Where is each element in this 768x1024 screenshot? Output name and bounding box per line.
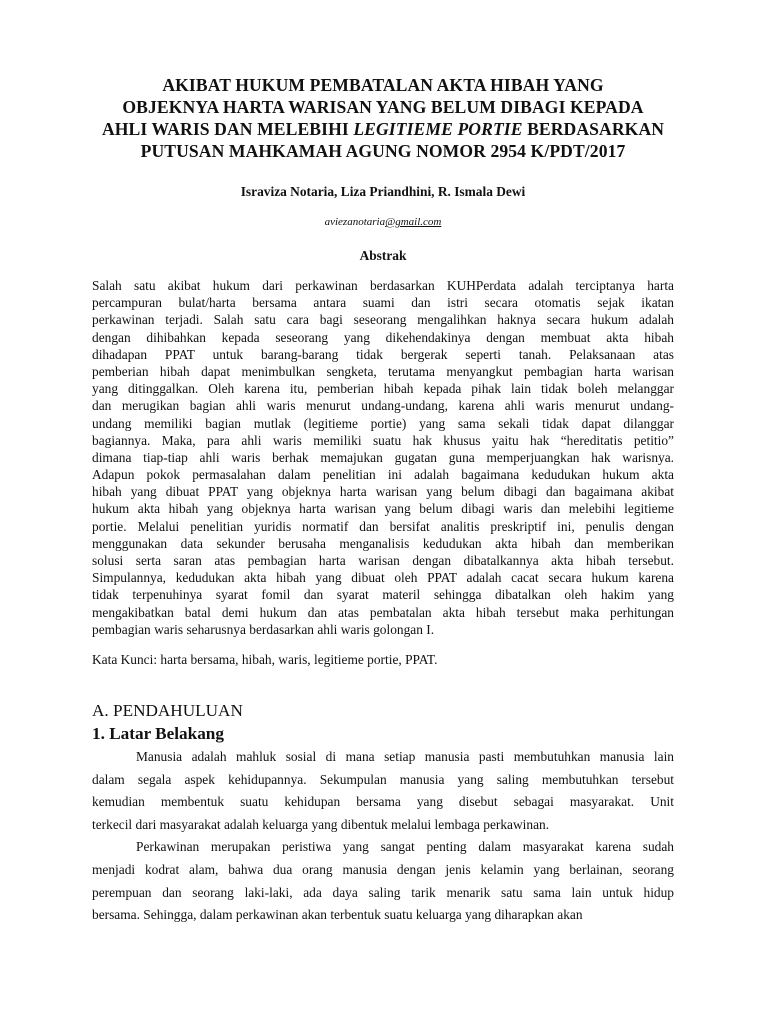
text-line: perempuan dan seorang laki-laki, ada daya saling tarik menarik satu sama lain untuk hidup bbox=[92, 884, 674, 900]
text-line: undang memiliki bagian mutlak (legitieme portie) yang sama sekali tidak dapat dilanggar bbox=[92, 415, 674, 431]
email-user: aviezanotaria bbox=[324, 216, 386, 228]
text-line: Adapun pokok permasalahan dalam penelitian ini adalah bagaimana kedudukan hukum akta bbox=[92, 467, 674, 483]
text-line: bagiannya. Maka, para ahli waris memiliki suatu hak khusus yaitu hak “hereditatis petitio” bbox=[92, 432, 674, 448]
text-line: pemberian hibah dapat menimbulkan sengketa, terutama menyangkut pembagian harta warisan bbox=[92, 363, 674, 379]
abstract-heading: Abstrak bbox=[359, 248, 407, 263]
text-line: Perkawinan merupakan peristiwa yang sangat penting dalam masyarakat karena sudah bbox=[136, 839, 674, 855]
body-text bbox=[92, 746, 674, 927]
text-line: Salah satu akibat hukum dari perkawinan berdasarkan KUHPerdata adalah terciptanya harta bbox=[92, 278, 674, 293]
text-line: Simpulannya, kedudukan akta hibah yang dibuat oleh PPAT adalah cacat secara hukum karena bbox=[92, 570, 674, 586]
text-line: dengan dihibahkan kepada seseorang yang dikehendakinya dengan membuat akta hibah bbox=[92, 329, 674, 345]
keywords: Kata Kunci: harta bersama, hibah, waris, legitieme portie, PPAT. bbox=[92, 651, 438, 667]
text-line: dimana tiap-tiap ahli waris berhak memajukan gugatan guna memperjuangkan hak warisnya. bbox=[92, 449, 674, 465]
title-line-4: PUTUSAN MAHKAMAH AGUNG NOMOR 2954 K/PDT/2017 bbox=[140, 141, 626, 161]
text-line: yang ditinggalkan. Oleh karena itu, pemberian hibah kepada pihak lain tidak boleh melanggar bbox=[92, 381, 674, 397]
text-line: perkawinan terjadi. Salah satu cara bagi seseorang mengalihkan haknya secara hukum adalah bbox=[92, 312, 674, 328]
text-line: mengakibatkan batal demi hukum dan atas pembatalan akta hibah tersebut maka perhitungan bbox=[92, 604, 674, 620]
text-line: Manusia adalah mahluk sosial di mana setiap manusia pasti membutuhkan manusia lain bbox=[136, 748, 674, 764]
text-line: menjadi kodrat alam, bahwa dua orang manusia dengan jenis kelamin yang berlainan, seorang bbox=[92, 861, 674, 877]
text-line: solusi serta saran atas pembagian harta warisan dengan dibatalkannya akta hibah tersebut. bbox=[92, 553, 674, 568]
email-domain: @gmail.com bbox=[385, 216, 442, 228]
section-heading-pendahuluan: A. PENDAHULUAN bbox=[92, 700, 243, 720]
text-line: menggunakan data sekunder berusaha menganalisis kedudukan akta hibah dan memberikan bbox=[92, 535, 674, 551]
title-line-3-prefix: AHLI WARIS DAN MELEBIHI bbox=[101, 119, 354, 139]
paper-title bbox=[92, 74, 674, 162]
text-line: hukum akta hibah yang objeknya harta warisan yang belum dibagi waris dan melebihi legitieme bbox=[92, 501, 674, 517]
text-line: dihadapan PPAT untuk barang-barang tidak bergerak seperti tanah. Pelaksanaan atas bbox=[92, 346, 674, 362]
text-line: hibah yang dibuat PPAT yang objeknya harta warisan yang belum dibagi dan bagaimana akibat bbox=[92, 484, 674, 500]
text-line: dalam segala aspek kehidupannya. Sekumpulan manusia yang saling membutuhkan tersebut bbox=[92, 771, 674, 787]
title-line-3-italic: LEGITIEME PORTIE bbox=[353, 119, 523, 139]
author-list: Israviza Notaria, Liza Priandhini, R. Ismala Dewi bbox=[240, 184, 526, 199]
text-line: portie. Melalui penelitian yuridis normatif dan bersifat analitis preskriptif ini, penulis dengan bbox=[92, 518, 674, 534]
text-line: kemudian membentuk suatu kehidupan bersama yang disebut sebagai masyarakat. Unit bbox=[92, 794, 674, 810]
subsection-heading-latar-belakang: 1. Latar Belakang bbox=[92, 723, 224, 743]
title-line-3-suffix: BERDASARKAN bbox=[522, 119, 665, 139]
title-line-2: OBJEKNYA HARTA WARISAN YANG BELUM DIBAGI KEPADA bbox=[122, 97, 644, 117]
title-line-3 bbox=[92, 118, 674, 140]
text-line: pembagian waris seharusnya berdasarkan ahli waris golongan I. bbox=[92, 621, 435, 637]
author-email bbox=[92, 216, 674, 228]
title-line-1: AKIBAT HUKUM PEMBATALAN AKTA HIBAH YANG bbox=[162, 75, 604, 95]
text-line: bersama. Sehingga, dalam perkawinan akan terbentuk suatu keluarga yang diharapkan akan bbox=[92, 907, 583, 923]
abstract-body bbox=[92, 277, 674, 638]
text-line: tidak terpenuhinya syarat fomil dan syarat materil sehingga dibatalkan oleh hakim yang bbox=[92, 587, 674, 603]
text-line: terkecil dari masyarakat adalah keluarga yang dibentuk melalui lembaga perkawinan. bbox=[92, 816, 550, 832]
text-line: dan merugikan bagian ahli waris menurut undang-undang, karena ahli waris menurut undang- bbox=[92, 398, 674, 414]
text-line: percampuran bulat/harta bersama antara suami dan istri secara otomatis sejak ikatan bbox=[92, 295, 674, 311]
